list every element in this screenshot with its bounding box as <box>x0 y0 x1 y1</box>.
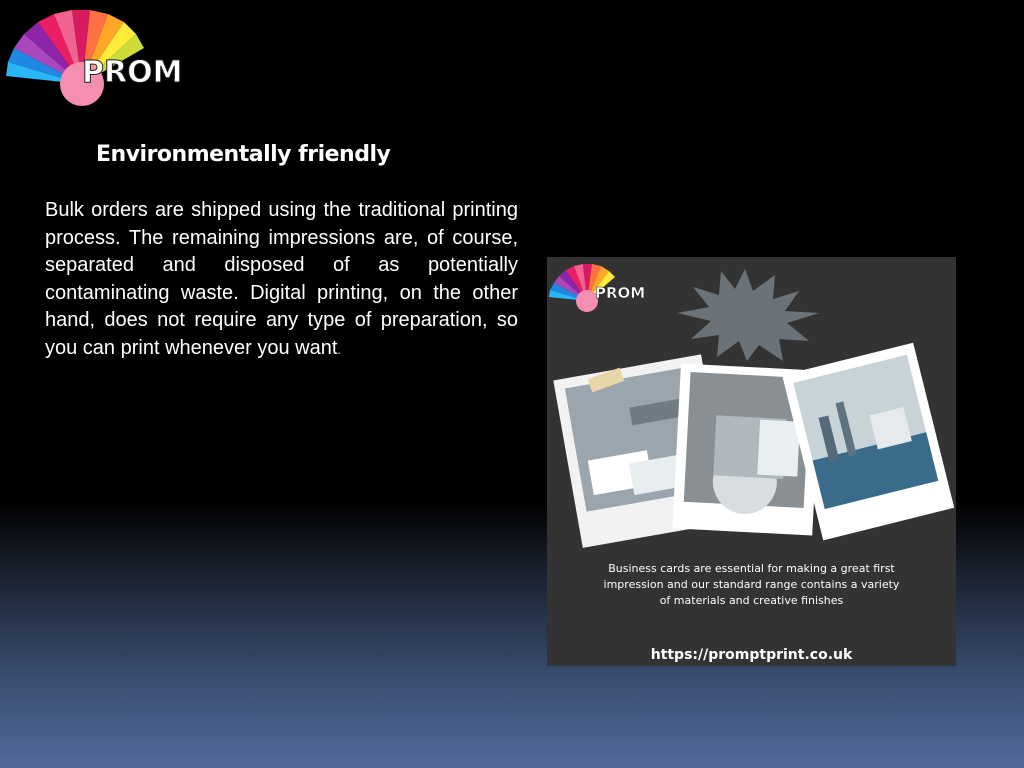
promo-image <box>547 257 956 666</box>
body-text: Bulk orders are shipped using the traditional printing process. The remaining impressions are, of course, separated and disposed of as potentially contaminating waste. Digital printing, on the other hand, does not require any type of preparation, so you can print whenever you want <box>45 199 518 359</box>
body-paragraph <box>45 197 518 364</box>
logo-text: PROM <box>82 55 183 90</box>
promo-caption: Business cards are essential for making a great first impression and our standard range contains a variety of materials and creative finishes <box>603 562 900 607</box>
promo-logo-text: PROM <box>595 284 646 302</box>
page-title: Environmentally friendly <box>96 142 391 167</box>
body-text-end: . <box>337 342 341 357</box>
promo-url: https://promptprint.co.uk <box>650 647 853 663</box>
starburst-shape <box>677 269 819 361</box>
logo <box>2 6 183 90</box>
